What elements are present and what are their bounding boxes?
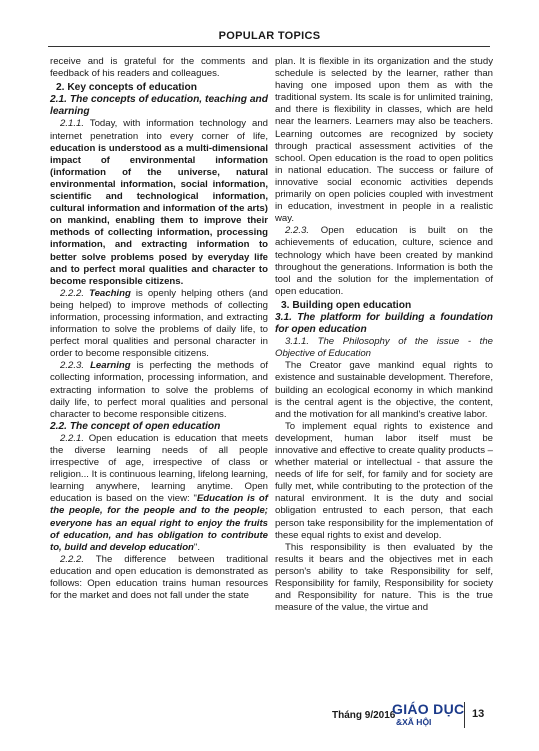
header-divider: [48, 46, 490, 47]
section-title: POPULAR TOPICS: [218, 30, 321, 42]
page-footer: [0, 700, 539, 740]
issue-date: Tháng 9/2016: [332, 710, 396, 721]
emphasis-text: Teaching: [89, 287, 131, 299]
text-run: To implement equal rights to existence and development, human labor itself must be innovative and effective to create quality products – whether material or intellectual - that assure the needs of life for self, for family and for society are fully met, while contributing to the protection of the natural environment. It is the duty and social obligation entrusted to each person, that each person take responsibility for the implementation of these equal rights to exist and develop.: [275, 420, 493, 541]
page-number: 13: [472, 708, 485, 720]
text-run: is perfecting the methods of collecting information, processing information, and extracting information to solve the problems of daily life, to perfect moral qualities and personal character to become responsible citizens.: [50, 360, 268, 420]
subsection-heading: 3.1. The platform for building a foundation for open education: [275, 311, 493, 336]
page-header: [0, 0, 539, 46]
emphasis-text: Learning: [90, 360, 131, 372]
body-paragraph: [50, 433, 268, 554]
text-run: is openly helping others (and being helped) to improve methods of collecting information, processing information, and extracting information to solve the problems of daily life, to perfect moral qualities and personal character in order to become responsible citizens.: [50, 287, 268, 360]
item-number: 2.2.1.: [60, 432, 85, 444]
body-paragraph: receive and is grateful for the comments and feedback of his readers and colleagues.: [50, 56, 268, 80]
emphasis-text: Education is of the people, for the people and to the people; everyone has an equal right to enjoy the fruits of education, and has obligation to contribute to, build and develop education: [50, 493, 268, 553]
subsection-heading: 2.1. The concepts of education, teaching and learning: [50, 94, 268, 118]
body-paragraph: [275, 225, 493, 298]
subsection-heading: 2.2. The concept of open education: [50, 420, 221, 432]
right-column: [275, 56, 493, 614]
body-paragraph: [275, 421, 493, 542]
body-paragraph: [50, 118, 268, 287]
text-run: The Creator gave mankind equal rights to existence and sustainable development. Therefore, building an ecological economy in which mankind is the central agent is the objective, the content, and the motivation for all mankind's creative labor.: [275, 360, 493, 420]
body-paragraph: [50, 360, 268, 420]
text-run: ".: [193, 541, 200, 553]
section-heading: 3. Building open education: [281, 299, 412, 311]
body-paragraph: [275, 360, 493, 420]
body-paragraph: [50, 288, 268, 361]
item-number: 2.2.3.: [60, 360, 85, 372]
text-run: Open education is education that meets the diverse learning needs of all people irrespective of age, irrespective of class or religion... It is continuous learning, lifelong learning, learning anywhere, learning anytime. Open education is based on the view: ": [50, 432, 268, 505]
item-number: 2.2.2.: [60, 553, 85, 565]
item-number: 2.2.2.: [60, 287, 85, 299]
item-number: 2.1.1.: [60, 118, 85, 130]
item-number: 2.2.3.: [285, 225, 310, 237]
section-heading: 2. Key concepts of education: [56, 82, 197, 94]
text-run: The difference between traditional education and open education is demonstrated as follows: Open education trains human resources for the market and does not fall under the state: [50, 553, 268, 602]
text-run: Open education is built on the achievements of education, culture, science and technology which have been created by mankind throughout the generations. Information is both the tool and the solution for the implementation of open education.: [275, 225, 493, 297]
body-paragraph: [50, 554, 268, 602]
body-paragraph: [275, 542, 493, 615]
subsection-label: 3.1.1. The Philosophy of the issue - the Objective of Education: [275, 336, 493, 360]
body-paragraph: plan. It is flexible in its organization and the study schedule is selected by the learner, rather than having one imposed upon them as with the traditional system. Its scale is for unlimited training, and there is flexibility in classes, which are held near the learners. Learners may also be teachers. Learning outcomes are recognized by society through practical assessment activities of the school. Open education is the road to open politics in national education. The success or failure of innovative social economic activities depends primarily on open policies coupled with investment in education, investment in people in a realistic way.: [275, 56, 493, 225]
footer-divider: [464, 702, 465, 728]
magazine-logo: GIÁO DỤC: [392, 701, 465, 717]
emphasis-text: education is understood as a multi-dimensional impact of environmental information (information of the universe, natural environmental information, social information, scientific and technological information, cultural information and information of the arts) on mankind, enabling them to improve their methods of collecting information, processing information, and extracting information to better solve problems posed by everyday life and to perfect moral qualities and character to become responsible citizens.: [50, 142, 268, 287]
text-run: Today, with information technology and internet penetration into every corner of life,: [50, 118, 268, 142]
left-column: [50, 56, 268, 602]
text-run: This responsibility is then evaluated by the results it bears and the objectives met in each person's ability to take Responsibility for self, Responsibility for family, Responsibility for society and Responsibility for nature. This is the true measure of the value, the virtue and: [275, 541, 493, 614]
magazine-logo-subtitle: &XÃ HỘI: [396, 717, 432, 727]
